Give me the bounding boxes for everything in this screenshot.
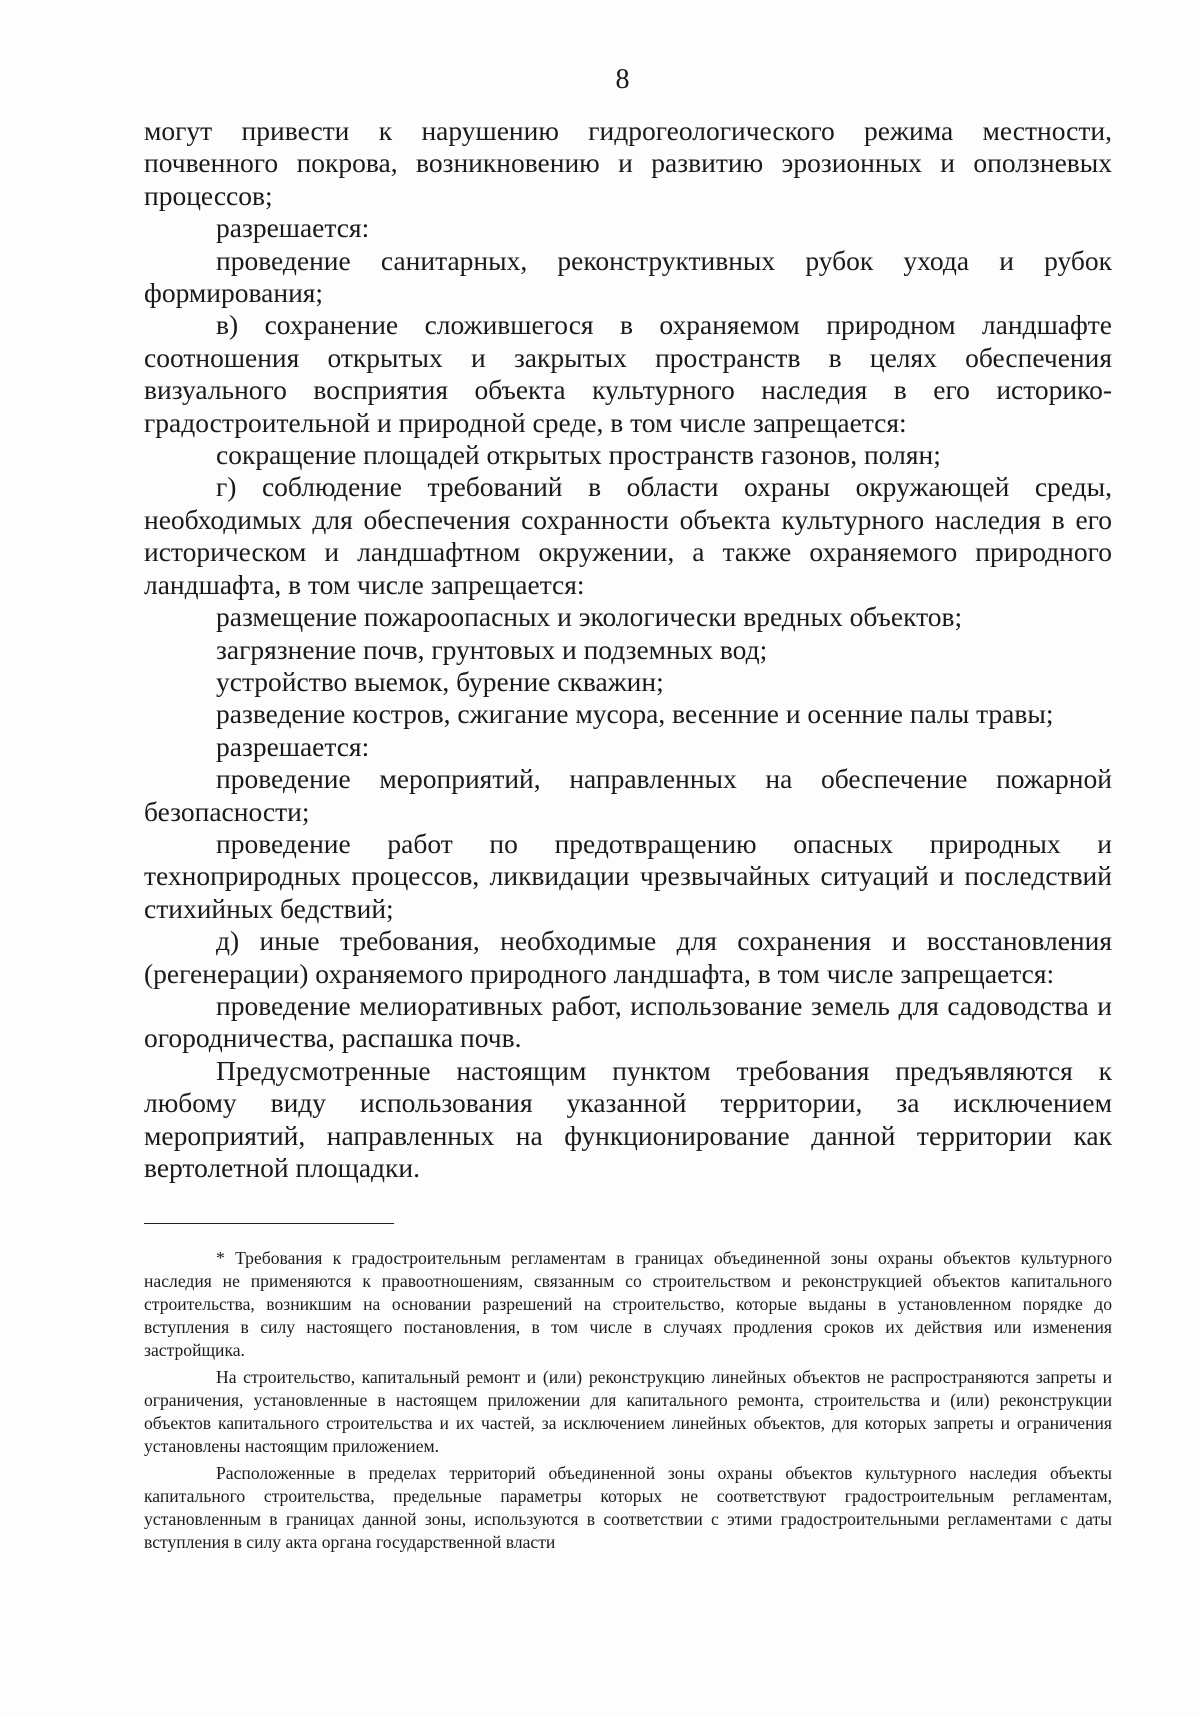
paragraph: проведение работ по предотвращению опасных природных и техноприродных процессов, ликвидации чрезвычайных ситуаций и последствий стихийных бедствий; <box>144 827 1112 924</box>
paragraph: проведение мелиоративных работ, использование земель для садоводства и огородничества, распашка почв. <box>144 989 1112 1054</box>
paragraph: г) соблюдение требований в области охраны окружающей среды, необходимых для обеспечения сохранности объекта культурного наследия в его историческом и ландшафтном окружении, а также охраняемого природного ландшафта, в том числе запрещается: <box>144 471 1112 600</box>
paragraph: разрешается: <box>216 212 370 244</box>
paragraph: размещение пожароопасных и экологически вредных объектов; <box>216 601 963 633</box>
main-text <box>144 115 1112 1184</box>
footnote: * Требования к градостроительным регламентам в границах объединенной зоны охраны объектов культурного наследия не применяются к правоотношениям, связанным со строительством и реконструкцией объектов капитального строительства, возникшим на основании разрешений на строительство, которые выданы в установленном порядке до вступления в силу настоящего постановления, в том числе в случаях продления сроков их действия или изменения застройщика. <box>144 1248 1112 1360</box>
paragraph: проведение санитарных, реконструктивных рубок ухода и рубок формирования; <box>144 244 1112 309</box>
paragraph: в) сохранение сложившегося в охраняемом природном ландшафте соотношения открытых и закрытых пространств в целях обеспечения визуального восприятия объекта культурного наследия в его историко-градостроительной и природной среде, в том числе запрещается: <box>144 309 1112 438</box>
paragraph: могут привести к нарушению гидрогеологического режима местности, почвенного покрова, возникновению и развитию эрозионных и оползневых процессов; <box>144 115 1112 211</box>
paragraph: д) иные требования, необходимые для сохранения и восстановления (регенерации) охраняемого природного ландшафта, в том числе запрещается: <box>144 925 1112 989</box>
paragraph: разрешается: <box>216 730 370 762</box>
paragraph: разведение костров, сжигание мусора, весенние и осенние палы травы; <box>216 698 1054 730</box>
paragraph: устройство выемок, бурение скважин; <box>216 665 664 697</box>
page-number: 8 <box>615 64 630 95</box>
paragraph: Предусмотренные настоящим пунктом требования предъявляются к любому виду использования указанной территории, за исключением мероприятий, направленных на функционирование данной территории как вертолетной площадки. <box>144 1054 1112 1183</box>
paragraph: проведение мероприятий, направленных на обеспечение пожарной безопасности; <box>144 763 1112 827</box>
footnotes <box>144 1247 1112 1554</box>
paragraph: загрязнение почв, грунтовых и подземных вод; <box>216 633 768 665</box>
footnote-separator <box>144 1223 394 1224</box>
footnote: На строительство, капитальный ремонт и (или) реконструкцию линейных объектов не распространяются запреты и ограничения, установленные в настоящем приложении для капитального ремонта, строительства и (или) реконструкции объектов капитального строительства и их частей, за исключением линейных объектов, для которых запреты и ограничения установлены настоящим приложением. <box>144 1367 1112 1456</box>
paragraph: сокращение площадей открытых пространств газонов, полян; <box>216 439 941 471</box>
footnote: Расположенные в пределах территорий объединенной зоны охраны объектов культурного наследия объекты капитального строительства, предельные параметры которых не соответствуют градостроительным регламентам, установленным в границах данной зоны, используются в соответствии с этими градостроительными регламентами с даты вступления в силу акта органа государственной власти <box>144 1463 1112 1552</box>
